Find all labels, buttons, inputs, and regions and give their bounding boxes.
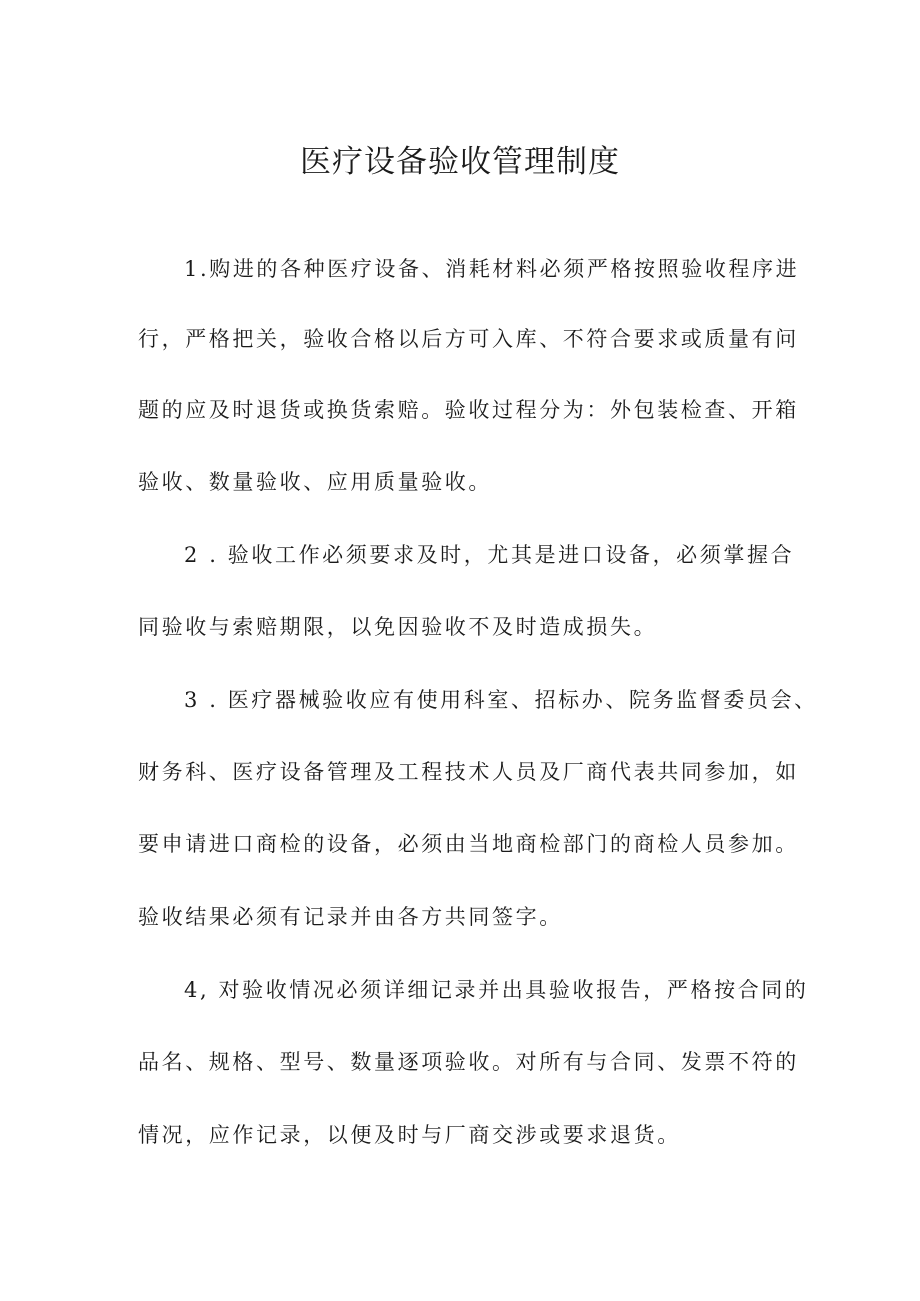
paragraph-3-line-3: 要申请进口商检的设备，必须由当地商检部门的商检人员参加。 bbox=[138, 832, 799, 856]
paragraph-1-line-1: 1.购进的各种医疗设备、消耗材料必须严格按照验收程序进 bbox=[184, 257, 800, 281]
paragraph-1-line-3: 题的应及时退货或换货索赔。验收过程分为：外包装检查、开箱 bbox=[138, 398, 799, 422]
paragraph-2-line-1: 2 . 验收工作必须要求及时，尤其是进口设备，必须掌握合 bbox=[184, 543, 795, 567]
paragraph-4-line-3: 情况，应作记录，以便及时与厂商交涉或要求退货。 bbox=[138, 1123, 681, 1147]
document-title: 医疗设备验收管理制度 bbox=[300, 144, 620, 180]
paragraph-2-line-2: 同验收与索赔期限，以免因验收不及时造成损失。 bbox=[138, 615, 658, 639]
paragraph-4-line-1: 4, 对验收情况必须详细记录并出具验收报告，严格按合同的 bbox=[184, 978, 809, 1002]
paragraph-3-line-2: 财务科、医疗设备管理及工程技术人员及厂商代表共同参加，如 bbox=[138, 760, 799, 784]
paragraph-1-line-4: 验收、数量验收、应用质量验收。 bbox=[138, 470, 492, 494]
paragraph-1-line-2: 行，严格把关，验收合格以后方可入库、不符合要求或质量有问 bbox=[138, 327, 799, 351]
paragraph-3-line-1: 3 . 医疗器械验收应有使用科室、招标办、院务监督委员会、 bbox=[184, 688, 818, 712]
paragraph-4-line-2: 品名、规格、型号、数量逐项验收。对所有与合同、发票不符的 bbox=[138, 1050, 799, 1074]
paragraph-3-line-4: 验收结果必须有记录并由各方共同签字。 bbox=[138, 905, 563, 929]
